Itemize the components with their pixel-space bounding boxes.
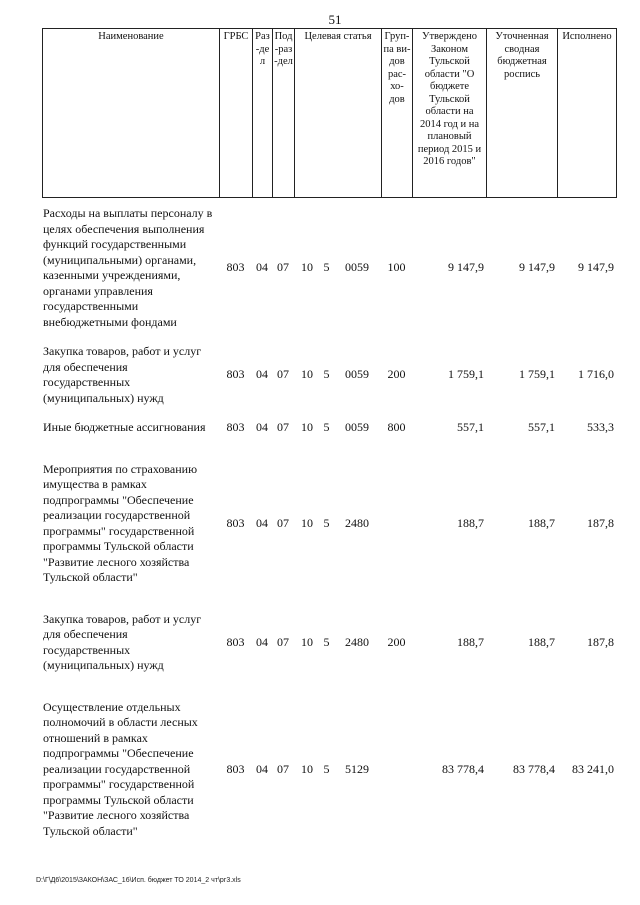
row-grbs: 803 (226, 761, 245, 776)
row-target-subprogram: 5 (323, 634, 330, 649)
row-approved: 9 147,9 (448, 260, 484, 275)
table-body (42, 206, 616, 839)
row-executed: 187,8 (587, 515, 614, 530)
row-target-program: 10 (301, 420, 313, 434)
row-expense-group: 100 (387, 260, 406, 275)
row-approved: 557,1 (457, 420, 484, 434)
row-name: Иные бюджетные ассигнования (43, 420, 206, 434)
row-expense-group: 200 (387, 367, 406, 382)
row-executed: 187,8 (587, 634, 614, 649)
row-name: Мероприятия по страхованию имущества в рамках подпрограммы "Обеспечение реализации государственной программы" государственной программы Тульской области "Развитие лесного хозяйства Тульской области" (43, 461, 198, 584)
header-approved: Утверждено Законом Тульской области "О бюджете Тульской области на 2014 год и на плановый период 2015 и 2016 годов" (413, 29, 487, 198)
row-refined: 1 759,1 (519, 367, 555, 382)
row-refined: 9 147,9 (519, 260, 555, 275)
header-podrazdel: Под-раз-дел (273, 29, 295, 198)
row-expense-group (381, 700, 412, 840)
row-approved: 83 778,4 (442, 761, 484, 776)
row-target-program: 10 (301, 260, 313, 275)
row-target-code: 0059 (345, 367, 369, 382)
row-target-code: 0059 (345, 420, 369, 434)
header-refined: Уточненная сводная бюджетная роспись (487, 29, 558, 198)
file-path-footer: D:\Г\Д6\2015\ЗАКОН\ЗАС_16\Исп. бюджет ТО 2014_2 чт\рг3.xls (36, 877, 241, 884)
row-target-code: 2480 (345, 634, 369, 649)
row-razdel: 04 (256, 420, 268, 434)
row-approved: 1 759,1 (448, 367, 484, 382)
row-target-subprogram: 5 (323, 515, 330, 530)
row-grbs: 803 (226, 260, 245, 275)
row-spacer (42, 406, 616, 420)
row-expense-group: 200 (387, 634, 406, 649)
row-refined: 83 778,4 (513, 761, 555, 776)
row-target-subprogram: 5 (323, 367, 330, 382)
row-grbs: 803 (226, 634, 245, 649)
row-name: Закупка товаров, работ и услуг для обеспечения государственных (муниципальных) нужд (43, 344, 202, 405)
table-row (42, 344, 616, 406)
row-name: Закупка товаров, работ и услуг для обеспечения государственных (муниципальных) нужд (43, 611, 202, 672)
table-header (42, 28, 617, 198)
row-refined: 557,1 (528, 420, 555, 434)
row-spacer (42, 330, 616, 344)
table-row (42, 206, 616, 330)
header-group: Груп-па ви-дов рас-хо-дов (382, 29, 413, 198)
row-expense-group (381, 462, 412, 586)
row-approved: 188,7 (457, 515, 484, 530)
row-spacer (42, 586, 616, 612)
row-refined: 188,7 (528, 515, 555, 530)
header-name: Наименование (43, 29, 220, 198)
header-razdel: Раз-дел (253, 29, 273, 198)
row-razdel: 04 (256, 634, 268, 649)
row-target-program: 10 (301, 515, 313, 530)
row-expense-group: 800 (387, 420, 406, 434)
row-podrazdel: 07 (277, 634, 289, 649)
row-podrazdel: 07 (277, 260, 289, 275)
row-podrazdel: 07 (277, 761, 289, 776)
row-podrazdel: 07 (277, 420, 289, 434)
row-spacer (42, 436, 616, 462)
row-razdel: 04 (256, 515, 268, 530)
table-row (42, 612, 616, 674)
row-executed: 533,3 (587, 420, 614, 434)
table-row (42, 420, 616, 436)
row-name: Расходы на выплаты персоналу в целях обеспечения выполнения функций государственными (муниципальными) органами, казенными учреждениями, органами управления государственными внебюджетными фондами (43, 206, 213, 329)
row-razdel: 04 (256, 260, 268, 275)
row-target-code: 5129 (345, 761, 369, 776)
row-spacer (42, 674, 616, 700)
header-executed: Исполнено (558, 29, 617, 198)
row-target-subprogram: 5 (323, 761, 330, 776)
row-target-program: 10 (301, 367, 313, 382)
table-row (42, 700, 616, 840)
row-podrazdel: 07 (277, 515, 289, 530)
row-target-code: 2480 (345, 515, 369, 530)
header-target: Целевая статья (295, 29, 382, 198)
row-grbs: 803 (226, 367, 245, 382)
row-target-program: 10 (301, 761, 313, 776)
row-razdel: 04 (256, 761, 268, 776)
page-number: 51 (328, 12, 342, 27)
row-executed: 9 147,9 (578, 260, 614, 275)
row-podrazdel: 07 (277, 367, 289, 382)
header-grbs: ГРБС (220, 29, 253, 198)
row-target-code: 0059 (345, 260, 369, 275)
row-grbs: 803 (226, 515, 245, 530)
row-name: Осуществление отдельных полномочий в области лесных отношений в рамках подпрограммы "Обеспечение реализации государственной программы" государственной программы Тульской области "Развитие лесного хозяйства Тульской области" (43, 699, 198, 838)
row-approved: 188,7 (457, 634, 484, 649)
row-refined: 188,7 (528, 634, 555, 649)
row-target-program: 10 (301, 634, 313, 649)
table-row (42, 462, 616, 586)
row-target-subprogram: 5 (323, 260, 330, 275)
row-target-subprogram: 5 (323, 420, 330, 434)
row-razdel: 04 (256, 367, 268, 382)
row-executed: 1 716,0 (578, 367, 614, 382)
row-grbs: 803 (226, 420, 245, 434)
row-executed: 83 241,0 (572, 761, 614, 776)
